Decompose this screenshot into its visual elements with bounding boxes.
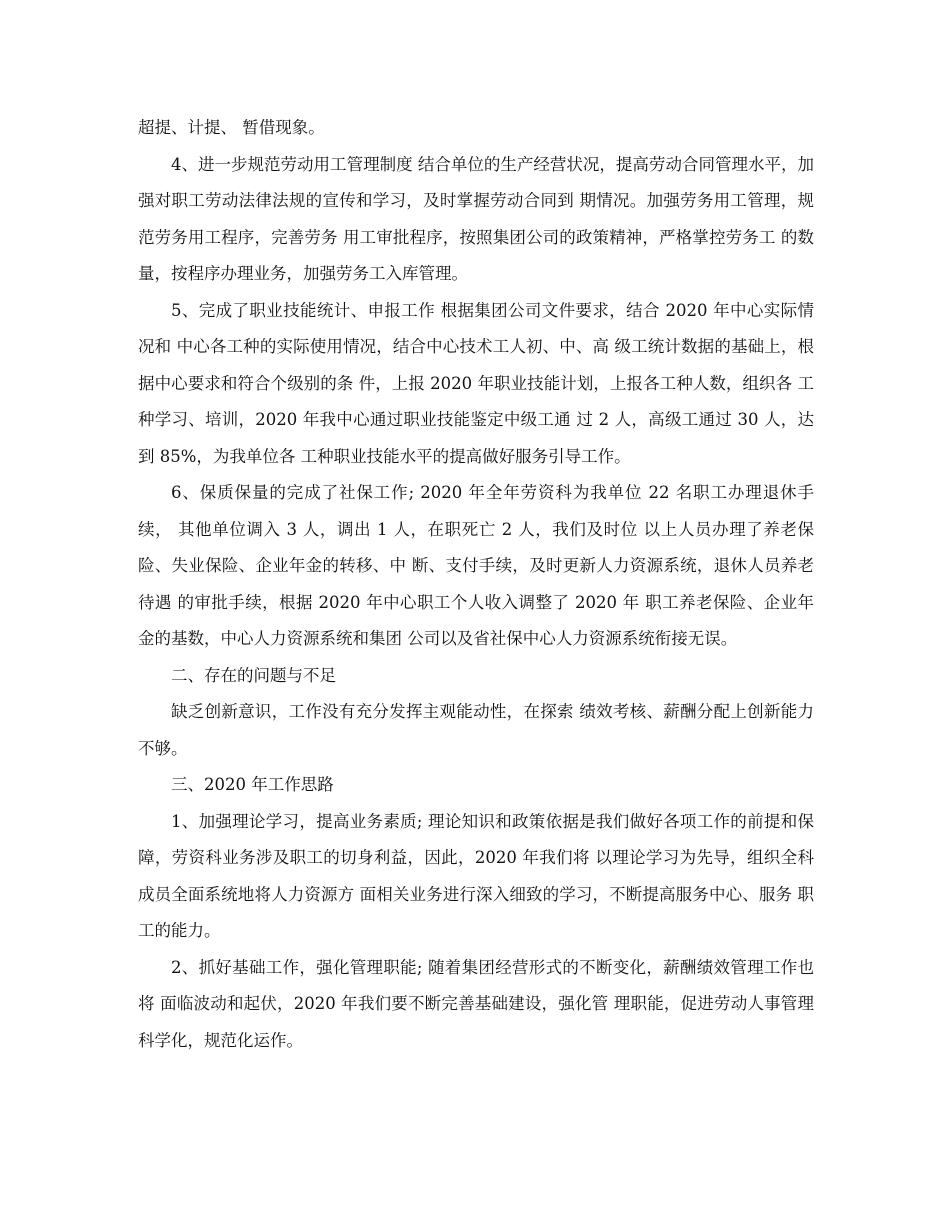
paragraph-item-4: 4、进一步规范劳动用工管理制度 结合单位的生产经营状况，提高劳动合同管理水平，加 强对职工劳动法律法规的宣传和学习，及时掌握劳动合同到 期情况。加强劳务用工管理，规范劳务用工程序，完善劳务 用工审批程序，按照集团公司的政策精神，严格掌控劳务工 的数量，按程序办理业务，加强劳务工入库管理。: [138, 154, 814, 283]
paragraph-problems: 缺乏创新意识，工作没有充分发挥主观能动性，在探索 绩效考核、薪酬分配上创新能力不够。: [138, 702, 814, 758]
paragraph-continuation: 超提、计提、 暂借现象。: [138, 118, 325, 137]
section-heading-plan: 三、2020 年工作思路: [171, 775, 334, 794]
document-body: [138, 110, 814, 1059]
paragraph-plan-2: 2、抓好基础工作，强化管理职能; 随着集团经营形式的不断变化，薪酬绩效管理工作也将 面临波动和起伏，2020 年我们要不断完善基础建设，强化管 理职能，促进劳动人事管理科学化，规范化运作。: [138, 957, 814, 1050]
section-heading-problems: 二、存在的问题与不足: [171, 665, 336, 685]
paragraph-item-5: 5、完成了职业技能统计、申报工作 根据集团公司文件要求，结合 2020 年中心实际情况和 中心各工种的实际使用情况，结合中心技术工人初、中、高 级工统计数据的基础上，根据中心要求和符合个级别的条 件，上报 2020 年职业技能计划，上报各工种人数，组织各 工种学习、培训，2020 年我中心通过职业技能鉴定中级工通 过 2 人，高级工通过 30 人，达到 85%，为我单位各 工种职业技能水平的提高做好服务引导工作。: [138, 300, 814, 466]
paragraph-plan-1: 1、加强理论学习，提高业务素质; 理论知识和政策依据是我们做好各项工作的前提和保 障，劳资科业务涉及职工的切身利益，因此，2020 年我们将 以理论学习为先导，组织全科成员全面系统地将人力资源方 面相关业务进行深入细致的学习，不断提高服务中心、服务 职工的能力。: [138, 811, 814, 940]
paragraph-item-6: 6、保质保量的完成了社保工作; 2020 年全年劳资科为我单位 22 名职工办理退休手续， 其他单位调入 3 人，调出 1 人，在职死亡 2 人，我们及时位 以上人员办理了养老保险、失业保险、企业年金的转移、中 断、支付手续，及时更新人力资源系统，退休人员养老待遇 的审批手续，根据 2020 年中心职工个人收入调整了 2020 年 职工养老保险、企业年金的基数，中心人力资源系统和集团 公司以及省社保中心人力资源系统衔接无误。: [138, 483, 814, 648]
